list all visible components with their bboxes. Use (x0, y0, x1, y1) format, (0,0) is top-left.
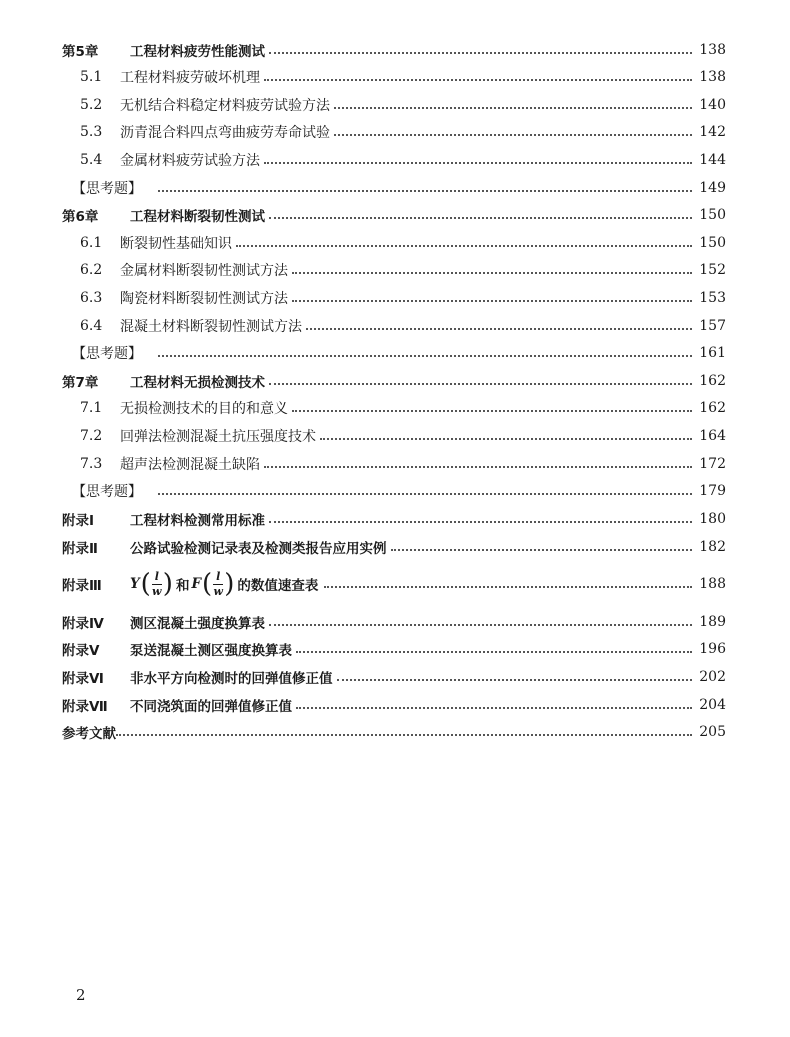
page-ref: 150 (699, 235, 726, 251)
section-title: 断裂韧性基础知识 (120, 236, 232, 252)
questions-title: 【思考题】 (72, 181, 142, 197)
section-title: 金属材料疲劳试验方法 (120, 153, 260, 169)
page-ref: 152 (699, 262, 726, 278)
page-ref: 162 (699, 400, 726, 416)
toc-chapter[interactable] (62, 369, 726, 393)
references-title: 参考文献 (62, 726, 116, 742)
formula-f: F (191, 576, 202, 592)
dot-leader (292, 410, 692, 412)
dot-leader (296, 651, 692, 653)
fraction-numerator: l (216, 569, 221, 583)
page-ref: 142 (699, 124, 726, 140)
dot-leader (264, 79, 692, 81)
dot-leader (264, 466, 692, 468)
toc-questions[interactable] (72, 479, 726, 503)
dot-leader (306, 328, 692, 330)
page-ref: 204 (699, 697, 726, 713)
page-ref: 196 (699, 641, 726, 657)
dot-leader (337, 679, 693, 681)
page-ref: 205 (699, 724, 726, 740)
dot-leader (269, 383, 692, 385)
chapter-number: 第5章 (62, 44, 99, 60)
dot-leader (391, 549, 693, 551)
appendix-title: 不同浇筑面的回弹值修正值 (130, 699, 292, 715)
appendix-title: 非水平方向检测时的回弹值修正值 (130, 671, 333, 687)
section-number: 7.2 (80, 428, 103, 444)
appendix-number: 附录Ⅶ (62, 699, 108, 715)
page-ref: 172 (699, 456, 726, 472)
page-ref: 179 (699, 483, 726, 499)
formula-suffix: 的数值速查表 (237, 578, 319, 594)
section-number: 6.4 (80, 318, 103, 334)
toc-chapter[interactable] (62, 38, 726, 62)
fraction-denominator: w (152, 584, 162, 598)
chapter-title: 工程材料断裂韧性测试 (130, 209, 265, 225)
dot-leader (296, 707, 692, 709)
dot-leader (292, 272, 692, 274)
appendix-title: 公路试验检测记录表及检测类报告应用实例 (130, 541, 387, 557)
fraction-denominator: w (213, 584, 223, 598)
toc-section[interactable] (80, 231, 726, 255)
appendix-number: 附录Ⅴ (62, 643, 100, 659)
toc-section[interactable] (80, 314, 726, 338)
appendix-number: 附录Ⅰ (62, 513, 95, 529)
toc-section[interactable] (80, 258, 726, 282)
page-ref: 138 (699, 69, 726, 85)
appendix-number: 附录Ⅵ (62, 671, 104, 687)
toc-section[interactable] (80, 424, 726, 448)
toc-references[interactable] (62, 720, 726, 744)
dot-leader (269, 217, 692, 219)
chapter-title: 工程材料无损检测技术 (130, 375, 265, 391)
section-number: 5.1 (80, 69, 103, 85)
toc-chapter[interactable] (62, 203, 726, 227)
toc-section[interactable] (80, 396, 726, 420)
page-ref: 144 (699, 152, 726, 168)
dot-leader (292, 300, 692, 302)
toc-questions[interactable] (72, 176, 726, 200)
page-ref: 153 (699, 290, 726, 306)
fraction-numerator: l (154, 569, 159, 583)
left-paren: ( (202, 569, 213, 599)
page-ref: 164 (699, 428, 726, 444)
section-title: 金属材料断裂韧性测试方法 (120, 263, 288, 279)
right-paren: ) (224, 569, 235, 599)
chapter-number: 第6章 (62, 209, 99, 225)
dot-leader (158, 493, 692, 495)
dot-leader (324, 586, 692, 588)
fraction (213, 571, 223, 598)
appendix-number: 附录Ⅳ (62, 616, 104, 632)
dot-leader (320, 438, 692, 440)
formula-y: Y (130, 576, 140, 592)
questions-title: 【思考题】 (72, 484, 142, 500)
toc-appendix[interactable] (62, 535, 726, 559)
toc-questions[interactable] (72, 341, 726, 365)
dot-leader (158, 190, 692, 192)
section-title: 无机结合料稳定材料疲劳试验方法 (120, 98, 330, 114)
dot-leader (269, 52, 692, 54)
questions-title: 【思考题】 (72, 346, 142, 362)
toc-appendix-formula[interactable] (62, 567, 726, 601)
page-ref: 162 (699, 373, 726, 389)
toc-appendix[interactable] (62, 507, 726, 531)
appendix-title: 工程材料检测常用标准 (130, 513, 265, 529)
section-title: 沥青混合料四点弯曲疲劳寿命试验 (120, 125, 330, 141)
toc-section[interactable] (80, 286, 726, 310)
page-ref: 180 (699, 511, 726, 527)
page-ref: 161 (699, 345, 726, 361)
toc-section[interactable] (80, 120, 726, 144)
toc-appendix[interactable] (62, 665, 726, 689)
section-number: 6.1 (80, 235, 103, 251)
section-number: 5.4 (80, 152, 103, 168)
page-ref: 157 (699, 318, 726, 334)
section-number: 7.3 (80, 456, 103, 472)
toc-appendix[interactable] (62, 693, 726, 717)
section-title: 工程材料疲劳破坏机理 (120, 70, 260, 86)
dot-leader (158, 355, 692, 357)
section-title: 无损检测技术的目的和意义 (120, 401, 288, 417)
fraction (152, 571, 162, 598)
toc-section[interactable] (80, 93, 726, 117)
page-ref: 182 (699, 539, 726, 555)
section-title: 陶瓷材料断裂韧性测试方法 (120, 291, 288, 307)
dot-leader (264, 162, 692, 164)
toc-appendix[interactable] (62, 637, 726, 661)
section-number: 6.3 (80, 290, 103, 306)
page-number: 2 (76, 986, 86, 1004)
section-number: 5.3 (80, 124, 103, 140)
appendix-number: 附录Ⅱ (62, 541, 98, 557)
dot-leader (116, 734, 692, 736)
appendix-number: 附录Ⅲ (62, 578, 102, 594)
page-ref: 188 (699, 576, 726, 592)
page-ref: 202 (699, 669, 726, 685)
toc-section[interactable] (80, 148, 726, 172)
section-title: 混凝土材料断裂韧性测试方法 (120, 319, 302, 335)
dot-leader (236, 245, 692, 247)
left-paren: ( (140, 569, 151, 599)
formula-title (130, 571, 320, 598)
dot-leader (269, 624, 692, 626)
dot-leader (334, 134, 692, 136)
page-ref: 189 (699, 614, 726, 630)
section-title: 超声法检测混凝土缺陷 (120, 457, 260, 473)
page-ref: 138 (699, 42, 726, 58)
section-number: 5.2 (80, 97, 103, 113)
page-ref: 140 (699, 97, 726, 113)
chapter-title: 工程材料疲劳性能测试 (130, 44, 265, 60)
right-paren: ) (162, 569, 173, 599)
appendix-title: 测区混凝土强度换算表 (130, 616, 265, 632)
formula-connector: 和 (175, 578, 190, 594)
section-number: 6.2 (80, 262, 103, 278)
toc-section[interactable] (80, 452, 726, 476)
section-title: 回弹法检测混凝土抗压强度技术 (120, 429, 316, 445)
page-ref: 149 (699, 180, 726, 196)
toc-section[interactable] (80, 65, 726, 89)
dot-leader (334, 107, 692, 109)
dot-leader (269, 521, 692, 523)
appendix-title: 泵送混凝土测区强度换算表 (130, 643, 292, 659)
chapter-number: 第7章 (62, 375, 99, 391)
section-number: 7.1 (80, 400, 103, 416)
page-ref: 150 (699, 207, 726, 223)
toc-appendix[interactable] (62, 610, 726, 634)
